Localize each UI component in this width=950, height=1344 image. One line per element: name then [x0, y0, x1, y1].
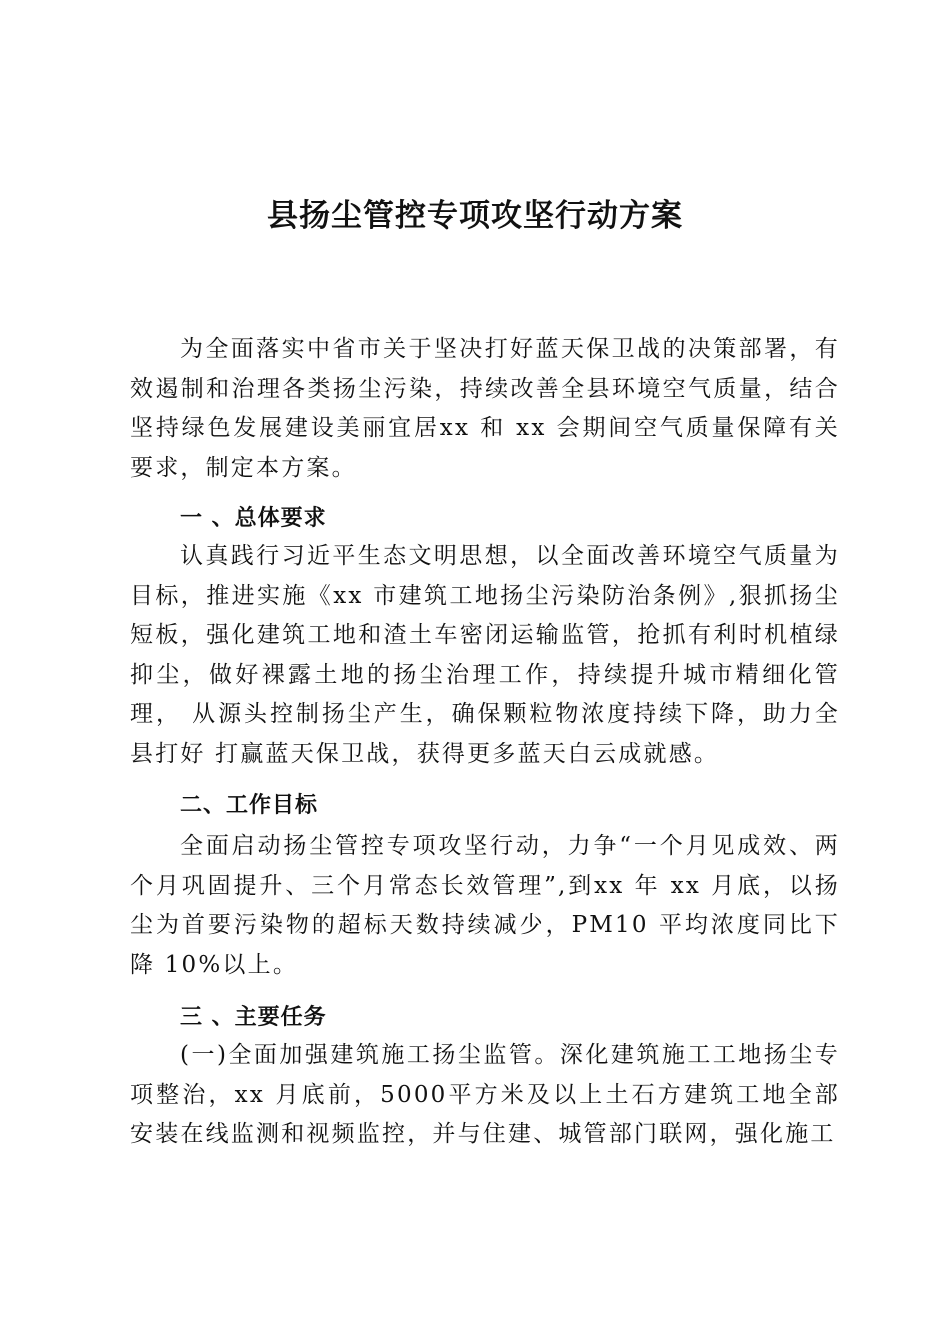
section-heading-1: 一 、总体要求 [180, 506, 327, 531]
section-text-3: (一)全面加强建筑施工扬尘监管。深化建筑施工工地扬尘专项整治，xx 月底前，5000平方米及以上土石方建筑工地全部 安装在线监测和视频监控，并与住建、城管部门联网，强化施工 [130, 1042, 840, 1147]
section-paragraph-1 [130, 537, 840, 774]
section-heading-3: 三 、主要任务 [180, 1005, 327, 1030]
intro-paragraph [130, 330, 840, 488]
section-paragraph-2 [130, 827, 840, 985]
section-paragraph-3 [130, 1036, 840, 1155]
section-text-2: 全面启动扬尘管控专项攻坚行动，力争“一个月见成效、两个月巩固提升、三个月常态长效管理”,到xx 年 xx 月底，以扬 尘为首要污染物的超标天数持续减少，PM10 平均浓度同比下降 10%以上。 [130, 833, 840, 978]
section-heading-2: 二、工作目标 [180, 793, 319, 818]
section-text-1: 认真践行习近平生态文明思想，以全面改善环境空气质量为目标，推进实施《xx 市建筑工地扬尘污染防治条例》,狠抓扬尘短板，强化建筑工地和渣土车密闭运输监管，抢抓有利时机植绿抑尘，做好裸露土地的扬尘治理工作，持续提升城市精细化管理， 从源头控制扬尘产生，确保颗粒物浓度持续下降，助力全县打好 打赢蓝天保卫战，获得更多蓝天白云成就感。 [130, 543, 840, 767]
document-title: 县扬尘管控专项攻坚行动方案 [267, 198, 683, 234]
intro-text: 为全面落实中省市关于坚决打好蓝天保卫战的决策部署，有效遏制和治理各类扬尘污染，持续改善全县环境空气质量，结合坚持绿色发展建设美丽宜居xx 和 xx 会期间空气质量保障有关 要求，制定本方案。 [130, 336, 840, 481]
